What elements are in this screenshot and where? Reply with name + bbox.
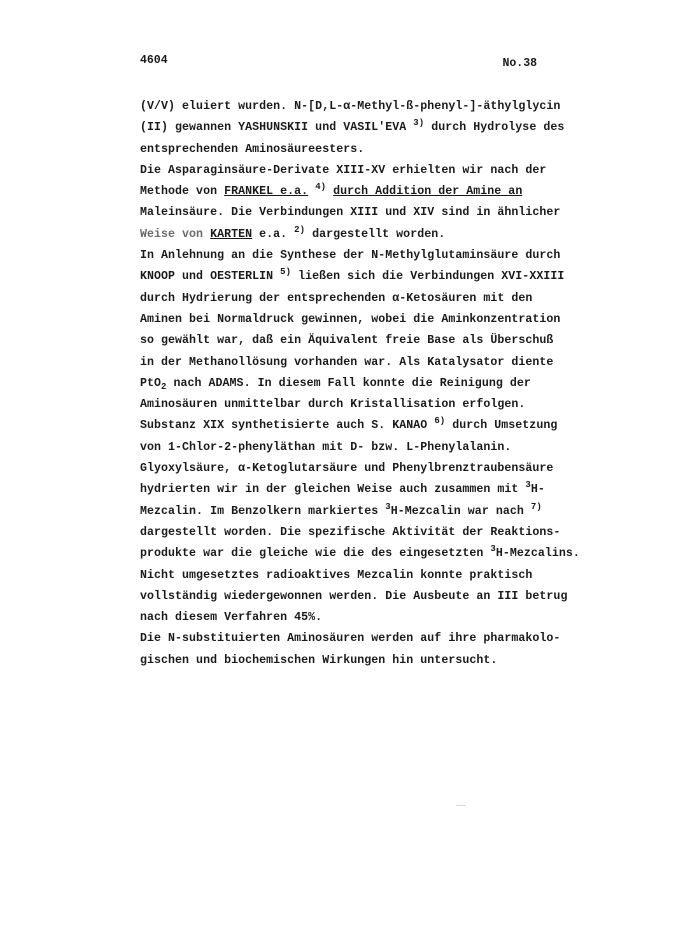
- body-text: [140, 96, 580, 671]
- text-run: Aminen bei Normaldruck gewinnen, wobei die Aminkonzentration: [140, 312, 561, 326]
- text-run: Nicht umgesetztes radioaktives Mezcalin konnte praktisch: [140, 568, 533, 582]
- text-run: gischen und biochemischen Wirkungen hin untersucht.: [140, 653, 498, 667]
- text-line-10: [140, 288, 560, 309]
- text-run: dargestellt worden. Die spezifische Aktivität der Reaktions-: [140, 525, 561, 539]
- text-run: Substanz XIX synthetisierte auch S. KANAO: [140, 419, 435, 433]
- text-run: In Anlehnung an die Synthese der N-Methylglutaminsäure durch: [140, 249, 561, 263]
- text-run: vollständig wiedergewonnen werden. Die Ausbeute an III betrug: [140, 589, 568, 603]
- text-run: dargestellt worden.: [305, 227, 446, 241]
- text-line-22: [140, 543, 580, 564]
- text-run: H-Mezcalin war nach: [390, 504, 531, 518]
- text-run: von 1-Chlor-2-phenyläthan mit D- bzw. L-Phenylalanin.: [140, 440, 512, 454]
- text-run: nach ADAMS. In diesem Fall konnte die Reinigung der: [166, 376, 531, 390]
- text-line-9: [140, 266, 565, 287]
- text-run: e.a.: [252, 227, 295, 241]
- text-line-18: [140, 458, 560, 479]
- text-run: PtO: [140, 376, 162, 390]
- text-line-11: [140, 309, 560, 330]
- text-run: H-: [530, 483, 545, 497]
- text-line-19: [140, 479, 560, 500]
- citation-ref-5: 5): [280, 267, 292, 278]
- text-run: Maleinsäure. Die Verbindungen XIII und XIV sind in ähnlicher: [140, 206, 561, 220]
- issue-number: No.38: [502, 57, 537, 70]
- text-run: produkte war die gleiche wie die des eingesetzten: [140, 547, 491, 561]
- text-line-14: [140, 373, 560, 394]
- text-run: in der Methanollösung vorhanden war. Als Katalysator diente: [140, 355, 554, 369]
- text-run: Mezcalin. Im Benzolkern markiertes: [140, 504, 386, 518]
- text-line-3: [140, 139, 560, 160]
- text-line-15: [140, 394, 560, 415]
- text-line-2: [140, 117, 565, 138]
- subscript: 2: [161, 381, 167, 392]
- isotope-superscript: 3: [525, 480, 531, 491]
- text-line-4: [140, 160, 560, 181]
- isotope-superscript: 3: [385, 501, 391, 512]
- text-run: ließen sich die Verbindungen XVI-XXIII: [291, 270, 565, 284]
- isotope-superscript: 3: [490, 544, 496, 555]
- text-run: Die Asparaginsäure-Derivate XIII-XV erhielten wir nach der: [140, 163, 547, 177]
- text-line-8: [140, 245, 560, 266]
- text-run: (II) gewannen YASHUNSKII und VASIL'EVA: [140, 121, 414, 135]
- text-line-23: [140, 565, 560, 586]
- text-run: Aminosäuren unmittelbar durch Kristallisation erfolgen.: [140, 398, 526, 412]
- text-run: Die N-substituierten Aminosäuren werden auf ihre pharmakolo-: [140, 632, 561, 646]
- text-line-16: [140, 415, 560, 436]
- text-run: so gewählt war, daß ein Äquivalent freie Base als Überschuß: [140, 334, 554, 348]
- text-run: hydrierten wir in der gleichen Weise auch zusammen mit: [140, 483, 526, 497]
- text-run: (V/V) eluiert wurden. N-[D,L-α-Methyl-ß-phenyl-]-äthylglycin: [140, 100, 561, 113]
- citation-ref-3: 3): [413, 118, 425, 129]
- text-line-26: [140, 628, 560, 649]
- text-run: Weise von: [140, 227, 211, 241]
- text-line-24: [140, 586, 568, 607]
- underlined-phrase: durch Addition der Amine an: [333, 185, 523, 199]
- text-run: H-Mezcalins.: [495, 547, 580, 561]
- text-line-17: [140, 437, 560, 458]
- text-run: Methode von: [140, 185, 225, 199]
- page-number: 4604: [140, 54, 168, 67]
- text-run: KNOOP und OESTERLIN: [140, 270, 281, 284]
- text-run: durch Umsetzung: [445, 419, 558, 433]
- text-line-6: [140, 202, 560, 223]
- citation-ref-7: 7): [530, 501, 542, 512]
- text-run: nach diesem Verfahren 45%.: [140, 611, 323, 625]
- underlined-author: FRANKEL e.a.: [224, 185, 309, 199]
- text-run: durch Hydrolyse des: [424, 121, 565, 135]
- citation-ref-2: 2): [294, 224, 306, 235]
- scan-artifact: [456, 805, 466, 806]
- page-header: [140, 54, 537, 72]
- text-line-7: [140, 224, 560, 245]
- underlined-author: KARTEN: [210, 227, 253, 241]
- text-line-27: [140, 650, 560, 671]
- text-run: entsprechenden Aminosäureesters.: [140, 142, 365, 156]
- citation-ref-4: 4): [315, 182, 327, 193]
- text-run: durch Hydrierung der entsprechenden α-Ketosäuren mit den: [140, 291, 533, 305]
- text-line-5: [140, 181, 560, 202]
- text-line-12: [140, 330, 560, 351]
- text-line-1: [140, 96, 560, 117]
- citation-ref-6: 6): [434, 416, 446, 427]
- text-run: Glyoxylsäure, α-Ketoglutarsäure und Phenylbrenztraubensäure: [140, 462, 554, 476]
- text-line-21: [140, 522, 560, 543]
- text-line-20: [140, 501, 560, 522]
- text-line-13: [140, 352, 560, 373]
- text-line-25: [140, 607, 560, 628]
